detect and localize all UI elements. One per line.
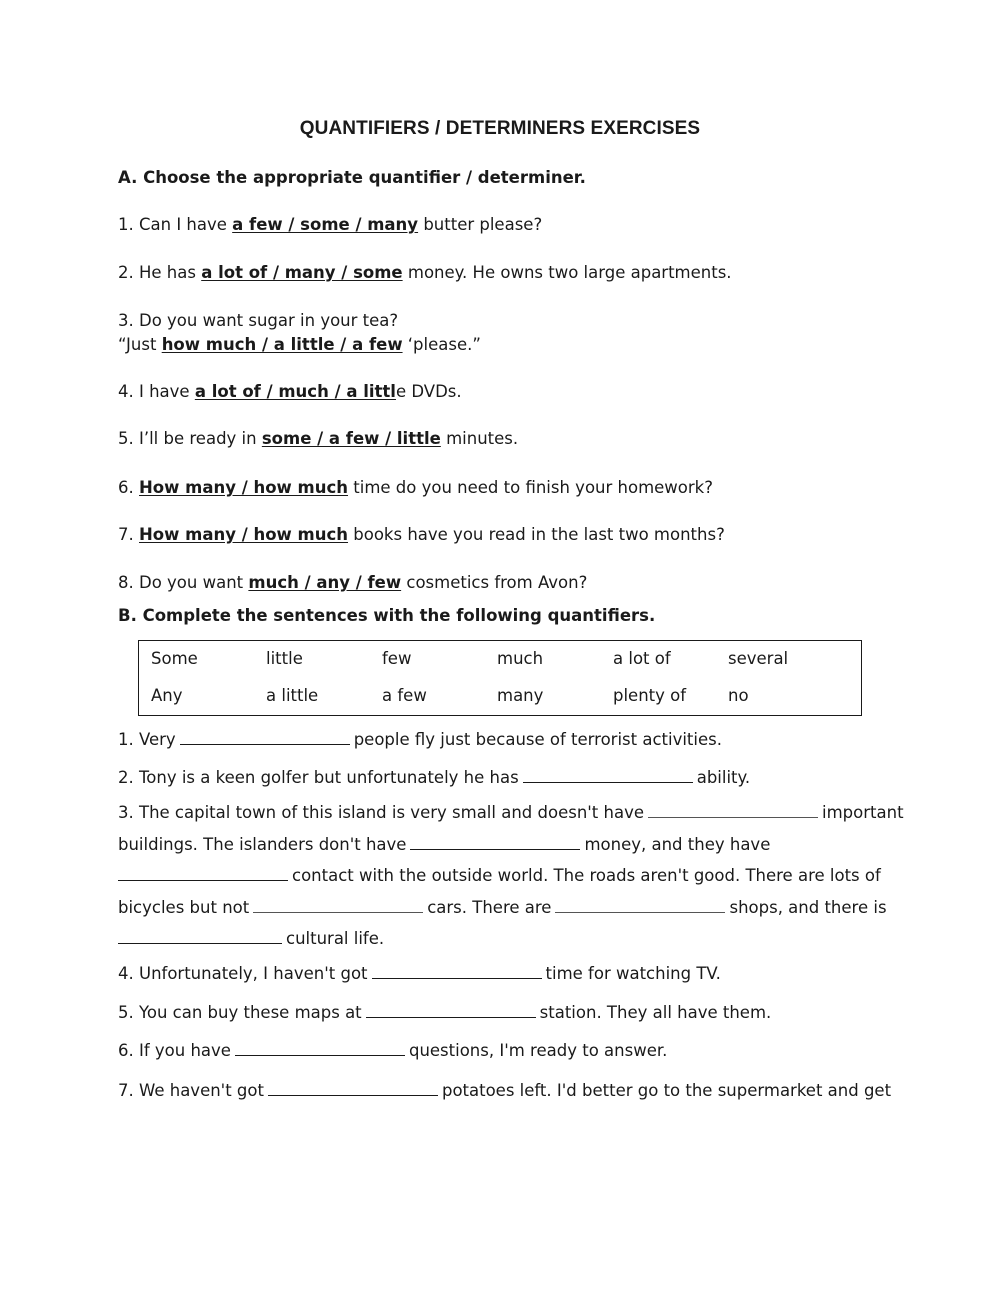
b-item-text: time for watching TV. bbox=[545, 964, 721, 983]
a-item-8 bbox=[118, 572, 587, 594]
a-item-text: e bbox=[395, 382, 407, 401]
a-item-text: butter please? bbox=[418, 215, 543, 234]
a-item-text: 4. I have bbox=[118, 382, 195, 401]
word-box-cell: little bbox=[266, 649, 303, 668]
word-box-cell: few bbox=[382, 649, 412, 668]
b-item-2 bbox=[118, 767, 750, 789]
a-item-text: 1. Can I have bbox=[118, 215, 233, 234]
word-box-cell: several bbox=[728, 649, 789, 668]
b-item-text: shops, and there is bbox=[729, 898, 887, 917]
b-item-text: 4. Unfortunately, I haven't got bbox=[118, 964, 368, 983]
a-item-6 bbox=[118, 477, 713, 499]
b-item-text: 5. You can buy these maps at bbox=[118, 1003, 362, 1022]
b-item-3-line-3 bbox=[118, 865, 881, 887]
a-item-3 bbox=[118, 334, 481, 356]
word-box bbox=[138, 640, 862, 716]
word-box-cell: no bbox=[728, 686, 749, 705]
a-item-options: a few / some / many bbox=[232, 215, 419, 234]
answer-blank[interactable] bbox=[180, 730, 350, 745]
answer-blank[interactable] bbox=[235, 1041, 405, 1056]
a-item-text: 5. I’ll be ready in bbox=[118, 429, 262, 448]
answer-blank[interactable] bbox=[648, 803, 818, 818]
a-item-text: 2. He has bbox=[118, 263, 202, 282]
b-item-5 bbox=[118, 1002, 771, 1024]
a-item-5 bbox=[118, 428, 518, 450]
b-item-text: cars. There are bbox=[427, 898, 552, 917]
a-item-options: how much / a little / a few bbox=[161, 335, 403, 354]
b-item-3-line-5 bbox=[118, 928, 384, 950]
b-item-text: 3. The capital town of this island is very small and doesn't have bbox=[118, 803, 645, 822]
a-item-text: DVDs. bbox=[406, 382, 462, 401]
b-item-3-line-1 bbox=[118, 802, 904, 824]
answer-blank[interactable] bbox=[372, 964, 542, 979]
b-item-text: cultural life. bbox=[286, 929, 385, 948]
word-box-cell: Some bbox=[151, 649, 198, 668]
b-item-1 bbox=[118, 729, 722, 751]
b-item-text: 6. If you have bbox=[118, 1041, 231, 1060]
a-item-options: How many / how much bbox=[139, 525, 349, 544]
b-item-text: 1. Very bbox=[118, 730, 176, 749]
word-box-cell: a few bbox=[382, 686, 427, 705]
b-item-text: 2. Tony is a keen golfer but unfortunately he has bbox=[118, 768, 519, 787]
a-item-3-question: 3. Do you want sugar in your tea? bbox=[118, 311, 399, 330]
answer-blank[interactable] bbox=[253, 898, 423, 913]
word-box-cell: a little bbox=[266, 686, 319, 705]
a-item-text: money. He owns two large apartments. bbox=[402, 263, 732, 282]
a-item-options: How many / how much bbox=[139, 478, 349, 497]
answer-blank[interactable] bbox=[555, 898, 725, 913]
a-item-text: “Just bbox=[118, 335, 162, 354]
word-box-cell: Any bbox=[151, 686, 183, 705]
a-item-2 bbox=[118, 262, 732, 284]
a-item-text: ‘please.” bbox=[402, 335, 481, 354]
b-item-text: potatoes left. I'd better go to the supermarket and get bbox=[441, 1081, 892, 1100]
b-item-text: contact with the outside world. The roads aren't good. There are lots of bbox=[292, 866, 881, 885]
answer-blank[interactable] bbox=[523, 768, 693, 783]
section-b-heading: B. Complete the sentences with the following quantifiers. bbox=[118, 606, 656, 625]
b-item-7 bbox=[118, 1080, 891, 1102]
a-item-text: minutes. bbox=[440, 429, 519, 448]
section-a-heading: A. Choose the appropriate quantifier / determiner. bbox=[118, 168, 586, 187]
a-item-text: 6. bbox=[118, 478, 139, 497]
a-item-text: 8. Do you want bbox=[118, 573, 249, 592]
answer-blank[interactable] bbox=[118, 866, 288, 881]
a-item-text: cosmetics from Avon? bbox=[401, 573, 588, 592]
b-item-text: questions, I'm ready to answer. bbox=[408, 1041, 668, 1060]
b-item-text: station. They all have them. bbox=[539, 1003, 772, 1022]
a-item-options: some / a few / little bbox=[261, 429, 441, 448]
b-item-text: money, and they have bbox=[584, 835, 771, 854]
page-title: QUANTIFIERS / DETERMINERS EXERCISES bbox=[299, 118, 701, 139]
b-item-text: buildings. The islanders don't have bbox=[118, 835, 407, 854]
answer-blank[interactable] bbox=[118, 929, 282, 944]
b-item-text: important bbox=[822, 803, 904, 822]
a-item-options: a lot of / much / a littl bbox=[194, 382, 396, 401]
a-item-options: much / any / few bbox=[248, 573, 402, 592]
b-item-text: ability. bbox=[696, 768, 751, 787]
b-item-text: people fly just because of terrorist activities. bbox=[353, 730, 722, 749]
a-item-options: a lot of / many / some bbox=[201, 263, 403, 282]
a-item-text: time do you need to finish your homework? bbox=[348, 478, 713, 497]
answer-blank[interactable] bbox=[366, 1003, 536, 1018]
a-item-7 bbox=[118, 524, 725, 546]
word-box-cell: many bbox=[497, 686, 544, 705]
a-item-text: 7. bbox=[118, 525, 139, 544]
a-item-4 bbox=[118, 381, 462, 403]
b-item-text: 7. We haven't got bbox=[118, 1081, 264, 1100]
word-box-cell: much bbox=[497, 649, 544, 668]
a-item-1 bbox=[118, 214, 542, 236]
a-item-text: books have you read in the last two months? bbox=[348, 525, 725, 544]
b-item-3-line-2 bbox=[118, 834, 770, 856]
word-box-cell: a lot of bbox=[613, 649, 671, 668]
b-item-3-line-4 bbox=[118, 897, 887, 919]
b-item-text: bicycles but not bbox=[118, 898, 250, 917]
b-item-6 bbox=[118, 1040, 667, 1062]
word-box-cell: plenty of bbox=[613, 686, 687, 705]
answer-blank[interactable] bbox=[410, 835, 580, 850]
answer-blank[interactable] bbox=[268, 1081, 438, 1096]
b-item-4 bbox=[118, 963, 721, 985]
